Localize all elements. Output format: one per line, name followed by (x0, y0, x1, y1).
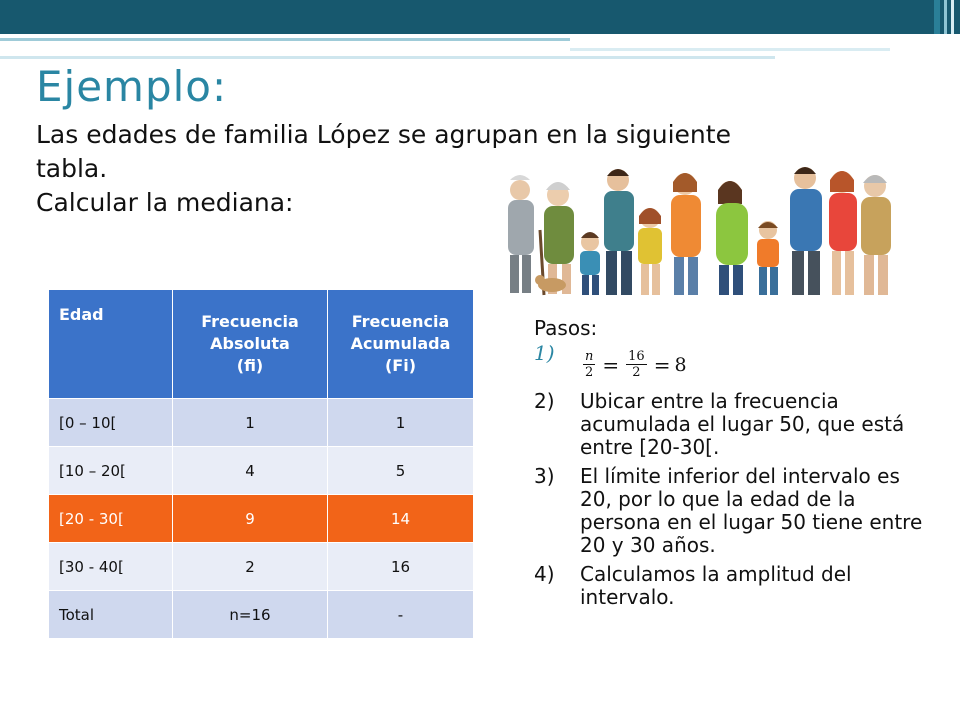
header-frecuencia-absoluta (173, 290, 328, 399)
header-text: Frecuencia (351, 312, 450, 331)
steps-heading: Pasos: (534, 316, 598, 340)
header-frecuencia-acumulada (328, 290, 474, 399)
header-text: Acumulada (350, 334, 451, 353)
header-text: Absoluta (210, 334, 290, 353)
header-text: (Fi) (384, 356, 417, 375)
decor-line (570, 48, 890, 51)
step-text: El límite inferior del intervalo es 20, por lo que la edad de la persona en el lugar 50 tiene entre 20 y 30 años. (580, 464, 923, 557)
cell-edad: [0 – 10[ (49, 399, 173, 447)
step-4 (534, 563, 934, 609)
fraction-numerator: n (585, 349, 594, 364)
subtitle-line: Calcular la mediana: (36, 188, 294, 217)
table-row (49, 399, 474, 447)
step-text: Ubicar entre la frecuencia acumulada el lugar 50, que está entre [20-30[. (580, 389, 905, 459)
cell-Fi: 1 (328, 399, 474, 447)
cell-edad: [30 - 40[ (49, 543, 173, 591)
man-figure (604, 169, 634, 295)
family-illustration (500, 150, 895, 300)
top-bar-stripe (951, 0, 954, 34)
cell-fi: 2 (173, 543, 328, 591)
header-edad: Edad (49, 290, 173, 399)
step-1 (534, 342, 934, 388)
decor-line (0, 38, 570, 41)
fraction-numerator: 16 (628, 349, 645, 364)
fraction-n-over-2 (583, 349, 595, 381)
subtitle-line: Las edades de familia López se agrupan en la siguiente (36, 120, 731, 149)
fraction-denominator: 2 (585, 365, 594, 380)
step-number: 4) (534, 562, 555, 586)
subtitle-line: tabla. (36, 154, 108, 183)
table-row (49, 543, 474, 591)
equals-sign: = (602, 352, 620, 377)
fraction-16-over-2 (626, 349, 647, 381)
cell-Fi: 5 (328, 447, 474, 495)
top-bar-stripe (934, 0, 940, 34)
woman-red-figure (829, 171, 857, 295)
cell-fi: 1 (173, 399, 328, 447)
woman-green-figure (716, 181, 748, 295)
top-bar-stripe (944, 0, 947, 34)
top-bar (0, 0, 960, 34)
header-text: Frecuencia (201, 312, 299, 331)
steps-list (534, 316, 934, 609)
cell-Fi: - (328, 591, 474, 639)
step-text: Calculamos la amplitud del intervalo. (580, 562, 852, 609)
header-text: (fi) (236, 356, 264, 375)
frequency-table (49, 290, 474, 638)
cell-edad: [10 – 20[ (49, 447, 173, 495)
cell-fi: n=16 (173, 591, 328, 639)
cell-fi: 4 (173, 447, 328, 495)
step-2 (534, 390, 934, 459)
old-woman-figure (861, 175, 891, 295)
decor-line (0, 56, 775, 59)
equals-sign: = (653, 352, 671, 377)
child-figure (580, 232, 600, 295)
step-number: 1) (534, 341, 555, 365)
cell-edad: Total (49, 591, 173, 639)
cell-Fi: 14 (328, 495, 474, 543)
formula-result: 8 (674, 353, 687, 376)
woman-figure (671, 173, 701, 295)
step-number: 3) (534, 464, 555, 488)
boy-figure (757, 221, 779, 295)
cell-Fi: 16 (328, 543, 474, 591)
step-3 (534, 465, 934, 557)
table-header-row (49, 290, 474, 399)
median-position-formula (580, 342, 687, 388)
table-row (49, 447, 474, 495)
step-number: 2) (534, 389, 555, 413)
grandma-figure (544, 182, 574, 294)
man-blue-figure (790, 167, 822, 295)
cell-fi: 9 (173, 495, 328, 543)
cell-edad: [20 - 30[ (49, 495, 173, 543)
table-row-total (49, 591, 474, 639)
girl-figure (638, 208, 662, 295)
fraction-denominator: 2 (632, 365, 641, 380)
slide-title: Ejemplo: (36, 62, 228, 111)
table-row-highlighted (49, 495, 474, 543)
